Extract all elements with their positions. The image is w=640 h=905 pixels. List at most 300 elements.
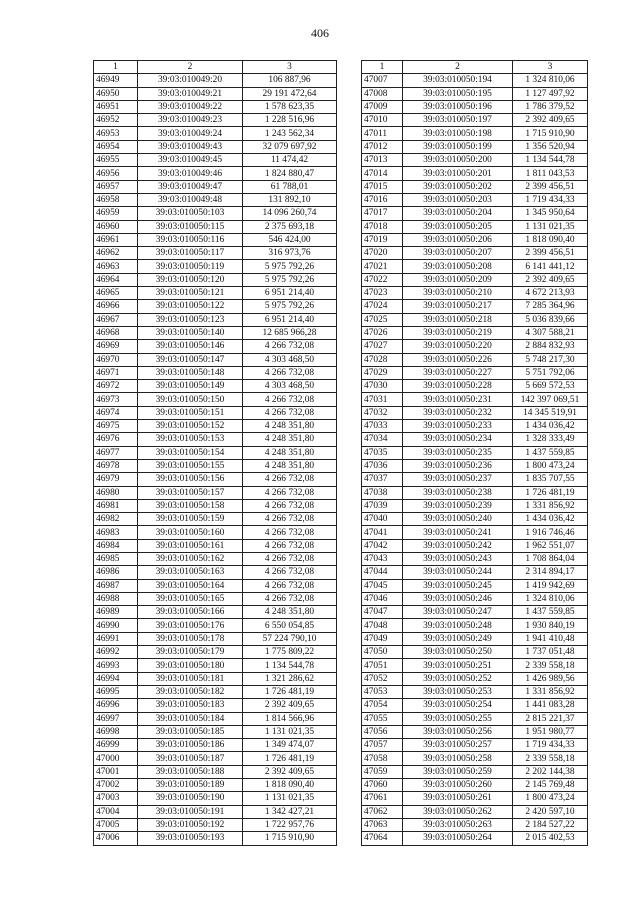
cadastral-number-cell: 39:03:010050:210 <box>403 287 513 300</box>
row-number-cell: 47047 <box>362 606 403 619</box>
cadastral-number-cell: 39:03:010050:163 <box>138 566 243 579</box>
row-number-cell: 46980 <box>94 486 138 499</box>
value-cell: 5 975 792,26 <box>243 260 337 273</box>
value-cell: 2 392 409,65 <box>513 114 588 127</box>
value-cell: 2 399 456,51 <box>513 247 588 260</box>
value-cell: 142 397 069,51 <box>513 393 588 406</box>
row-number-cell: 46985 <box>94 552 138 565</box>
value-cell: 4 266 732,08 <box>243 579 337 592</box>
cadastral-number-cell: 39:03:010050:153 <box>138 433 243 446</box>
cadastral-number-cell: 39:03:010050:179 <box>138 646 243 659</box>
table-row <box>94 499 337 512</box>
table-row <box>362 646 588 659</box>
column-header: 3 <box>513 61 588 74</box>
right-table-body <box>362 61 588 846</box>
row-number-cell: 46969 <box>94 340 138 353</box>
table-row <box>94 313 337 326</box>
cadastral-number-cell: 39:03:010050:203 <box>403 193 513 206</box>
table-row <box>362 486 588 499</box>
table-row <box>94 74 337 87</box>
value-cell: 6 141 441,12 <box>513 260 588 273</box>
cadastral-number-cell: 39:03:010050:250 <box>403 646 513 659</box>
cadastral-number-cell: 39:03:010050:103 <box>138 207 243 220</box>
row-number-cell: 47041 <box>362 526 403 539</box>
row-number-cell: 47052 <box>362 672 403 685</box>
value-cell: 1 426 989,56 <box>513 672 588 685</box>
row-number-cell: 47013 <box>362 154 403 167</box>
table-row <box>362 313 588 326</box>
row-number-cell: 46967 <box>94 313 138 326</box>
row-number-cell: 46989 <box>94 606 138 619</box>
row-number-cell: 46972 <box>94 380 138 393</box>
value-cell: 4 266 732,08 <box>243 513 337 526</box>
value-cell: 1 824 880,47 <box>243 167 337 180</box>
value-cell: 1 726 481,19 <box>243 685 337 698</box>
value-cell: 11 474,42 <box>243 154 337 167</box>
cadastral-number-cell: 39:03:010050:228 <box>403 380 513 393</box>
table-row <box>94 193 337 206</box>
row-number-cell: 46993 <box>94 659 138 672</box>
row-number-cell: 47051 <box>362 659 403 672</box>
header-row <box>94 61 337 74</box>
table-row <box>362 220 588 233</box>
value-cell: 1 321 286,62 <box>243 672 337 685</box>
row-number-cell: 47064 <box>362 832 403 845</box>
table-row <box>94 393 337 406</box>
cadastral-number-cell: 39:03:010050:218 <box>403 313 513 326</box>
cadastral-number-cell: 39:03:010050:219 <box>403 326 513 339</box>
table-row <box>94 326 337 339</box>
value-cell: 4 266 732,08 <box>243 499 337 512</box>
value-cell: 29 191 472,64 <box>243 87 337 100</box>
table-row <box>362 566 588 579</box>
value-cell: 1 800 473,24 <box>513 792 588 805</box>
value-cell: 1 951 980,77 <box>513 725 588 738</box>
table-row <box>94 632 337 645</box>
cadastral-number-cell: 39:03:010050:147 <box>138 353 243 366</box>
table-row <box>94 818 337 831</box>
cadastral-number-cell: 39:03:010050:185 <box>138 725 243 738</box>
table-row <box>94 140 337 153</box>
table-row <box>362 526 588 539</box>
row-number-cell: 47044 <box>362 566 403 579</box>
value-cell: 5 669 572,53 <box>513 380 588 393</box>
cadastral-number-cell: 39:03:010050:245 <box>403 579 513 592</box>
table-row <box>94 340 337 353</box>
value-cell: 4 266 732,08 <box>243 340 337 353</box>
value-cell: 2 015 402,53 <box>513 832 588 845</box>
row-number-cell: 47003 <box>94 792 138 805</box>
value-cell: 1 419 942,69 <box>513 579 588 592</box>
row-number-cell: 47005 <box>94 818 138 831</box>
cadastral-number-cell: 39:03:010050:123 <box>138 313 243 326</box>
value-cell: 1 715 910,90 <box>513 127 588 140</box>
cadastral-number-cell: 39:03:010050:259 <box>403 765 513 778</box>
cadastral-number-cell: 39:03:010050:192 <box>138 818 243 831</box>
table-row <box>94 646 337 659</box>
row-number-cell: 47046 <box>362 592 403 605</box>
value-cell: 1 930 840,19 <box>513 619 588 632</box>
value-cell: 2 375 693,18 <box>243 220 337 233</box>
row-number-cell: 47027 <box>362 340 403 353</box>
table-row <box>94 606 337 619</box>
row-number-cell: 46957 <box>94 180 138 193</box>
value-cell: 5 975 792,26 <box>243 273 337 286</box>
value-cell: 2 420 597,10 <box>513 805 588 818</box>
cadastral-number-cell: 39:03:010050:246 <box>403 592 513 605</box>
row-number-cell: 47004 <box>94 805 138 818</box>
value-cell: 1 916 746,46 <box>513 526 588 539</box>
cadastral-number-cell: 39:03:010050:205 <box>403 220 513 233</box>
table-row <box>362 154 588 167</box>
row-number-cell: 46982 <box>94 513 138 526</box>
value-cell: 4 303 468,50 <box>243 353 337 366</box>
table-row <box>94 526 337 539</box>
table-row <box>94 659 337 672</box>
row-number-cell: 47039 <box>362 499 403 512</box>
value-cell: 4 248 351,80 <box>243 606 337 619</box>
table-row <box>94 100 337 113</box>
value-cell: 1 134 544,78 <box>513 154 588 167</box>
cadastral-number-cell: 39:03:010050:243 <box>403 552 513 565</box>
row-number-cell: 46953 <box>94 127 138 140</box>
cadastral-number-cell: 39:03:010050:231 <box>403 393 513 406</box>
value-cell: 2 399 456,51 <box>513 180 588 193</box>
row-number-cell: 46990 <box>94 619 138 632</box>
column-header: 1 <box>94 61 138 74</box>
value-cell: 4 248 351,80 <box>243 420 337 433</box>
table-row <box>94 114 337 127</box>
value-cell: 6 550 054,85 <box>243 619 337 632</box>
cadastral-number-cell: 39:03:010050:183 <box>138 699 243 712</box>
cadastral-number-cell: 39:03:010050:165 <box>138 592 243 605</box>
value-cell: 5 975 792,26 <box>243 300 337 313</box>
cadastral-number-cell: 39:03:010050:184 <box>138 712 243 725</box>
cadastral-number-cell: 39:03:010050:199 <box>403 140 513 153</box>
table-row <box>94 712 337 725</box>
row-number-cell: 47019 <box>362 233 403 246</box>
table-row <box>94 672 337 685</box>
value-cell: 7 285 364,96 <box>513 300 588 313</box>
value-cell: 1 437 559,85 <box>513 606 588 619</box>
table-row <box>362 366 588 379</box>
cadastral-number-cell: 39:03:010050:233 <box>403 420 513 433</box>
cadastral-number-cell: 39:03:010050:202 <box>403 180 513 193</box>
row-number-cell: 47060 <box>362 779 403 792</box>
cadastral-number-cell: 39:03:010050:178 <box>138 632 243 645</box>
table-row <box>362 140 588 153</box>
value-cell: 2 202 144,38 <box>513 765 588 778</box>
table-row <box>94 832 337 845</box>
table-row <box>362 765 588 778</box>
value-cell: 4 672 213,93 <box>513 287 588 300</box>
value-cell: 1 814 566,96 <box>243 712 337 725</box>
value-cell: 4 248 351,80 <box>243 459 337 472</box>
table-row <box>94 752 337 765</box>
row-number-cell: 46963 <box>94 260 138 273</box>
value-cell: 4 266 732,08 <box>243 592 337 605</box>
cadastral-number-cell: 39:03:010050:161 <box>138 539 243 552</box>
value-cell: 4 266 732,08 <box>243 366 337 379</box>
cadastral-number-cell: 39:03:010050:236 <box>403 459 513 472</box>
row-number-cell: 46965 <box>94 287 138 300</box>
table-row <box>94 260 337 273</box>
table-row <box>94 247 337 260</box>
cadastral-number-cell: 39:03:010049:47 <box>138 180 243 193</box>
value-cell: 4 266 732,08 <box>243 486 337 499</box>
cadastral-number-cell: 39:03:010050:198 <box>403 127 513 140</box>
cadastral-number-cell: 39:03:010050:239 <box>403 499 513 512</box>
table-row <box>94 273 337 286</box>
value-cell: 6 951 214,40 <box>243 287 337 300</box>
table-row <box>94 154 337 167</box>
value-cell: 2 314 894,17 <box>513 566 588 579</box>
row-number-cell: 46971 <box>94 366 138 379</box>
cadastral-number-cell: 39:03:010050:235 <box>403 446 513 459</box>
cadastral-number-cell: 39:03:010050:154 <box>138 446 243 459</box>
row-number-cell: 46983 <box>94 526 138 539</box>
cadastral-number-cell: 39:03:010050:248 <box>403 619 513 632</box>
table-row <box>94 353 337 366</box>
value-cell: 2 392 409,65 <box>513 273 588 286</box>
table-row <box>362 127 588 140</box>
cadastral-number-cell: 39:03:010050:257 <box>403 739 513 752</box>
cadastral-number-cell: 39:03:010049:46 <box>138 167 243 180</box>
cadastral-number-cell: 39:03:010050:117 <box>138 247 243 260</box>
row-number-cell: 46984 <box>94 539 138 552</box>
table-row <box>362 420 588 433</box>
row-number-cell: 47040 <box>362 513 403 526</box>
column-header: 1 <box>362 61 403 74</box>
value-cell: 1 356 520,94 <box>513 140 588 153</box>
row-number-cell: 46962 <box>94 247 138 260</box>
table-row <box>362 779 588 792</box>
row-number-cell: 46958 <box>94 193 138 206</box>
table-row <box>362 659 588 672</box>
table-row <box>94 220 337 233</box>
cadastral-number-cell: 39:03:010050:193 <box>138 832 243 845</box>
cadastral-number-cell: 39:03:010049:20 <box>138 74 243 87</box>
value-cell: 1 737 051,48 <box>513 646 588 659</box>
value-cell: 1 719 434,33 <box>513 193 588 206</box>
table-row <box>94 380 337 393</box>
cadastral-number-cell: 39:03:010050:181 <box>138 672 243 685</box>
cadastral-number-cell: 39:03:010050:151 <box>138 406 243 419</box>
cadastral-number-cell: 39:03:010049:22 <box>138 100 243 113</box>
cadastral-number-cell: 39:03:010050:182 <box>138 685 243 698</box>
row-number-cell: 46949 <box>94 74 138 87</box>
table-row <box>94 685 337 698</box>
cadastral-number-cell: 39:03:010050:206 <box>403 233 513 246</box>
value-cell: 1 434 036,42 <box>513 420 588 433</box>
table-row <box>94 167 337 180</box>
value-cell: 1 345 950,64 <box>513 207 588 220</box>
row-number-cell: 46979 <box>94 473 138 486</box>
cadastral-number-cell: 39:03:010050:180 <box>138 659 243 672</box>
row-number-cell: 47016 <box>362 193 403 206</box>
cadastral-number-cell: 39:03:010049:48 <box>138 193 243 206</box>
row-number-cell: 47043 <box>362 552 403 565</box>
table-row <box>94 539 337 552</box>
table-row <box>362 380 588 393</box>
row-number-cell: 46952 <box>94 114 138 127</box>
table-row <box>362 459 588 472</box>
table-row <box>362 818 588 831</box>
row-number-cell: 47050 <box>362 646 403 659</box>
row-number-cell: 46987 <box>94 579 138 592</box>
table-row <box>94 619 337 632</box>
table-row <box>362 805 588 818</box>
cadastral-number-cell: 39:03:010050:264 <box>403 832 513 845</box>
value-cell: 4 266 732,08 <box>243 539 337 552</box>
cadastral-number-cell: 39:03:010050:146 <box>138 340 243 353</box>
row-number-cell: 47062 <box>362 805 403 818</box>
cadastral-number-cell: 39:03:010050:255 <box>403 712 513 725</box>
cadastral-number-cell: 39:03:010050:152 <box>138 420 243 433</box>
row-number-cell: 47014 <box>362 167 403 180</box>
row-number-cell: 46959 <box>94 207 138 220</box>
row-number-cell: 46981 <box>94 499 138 512</box>
value-cell: 1 722 957,76 <box>243 818 337 831</box>
value-cell: 1 715 910,90 <box>243 832 337 845</box>
row-number-cell: 46995 <box>94 685 138 698</box>
table-row <box>94 566 337 579</box>
table-row <box>94 459 337 472</box>
cadastral-number-cell: 39:03:010050:261 <box>403 792 513 805</box>
row-number-cell: 47012 <box>362 140 403 153</box>
row-number-cell: 47010 <box>362 114 403 127</box>
table-row <box>362 393 588 406</box>
value-cell: 4 266 732,08 <box>243 473 337 486</box>
cadastral-number-cell: 39:03:010050:140 <box>138 326 243 339</box>
table-row <box>362 539 588 552</box>
cadastral-number-cell: 39:03:010050:191 <box>138 805 243 818</box>
cadastral-number-cell: 39:03:010050:209 <box>403 273 513 286</box>
row-number-cell: 47001 <box>94 765 138 778</box>
cadastral-number-cell: 39:03:010050:195 <box>403 87 513 100</box>
row-number-cell: 47009 <box>362 100 403 113</box>
row-number-cell: 47053 <box>362 685 403 698</box>
cadastral-number-cell: 39:03:010049:45 <box>138 154 243 167</box>
table-row <box>94 300 337 313</box>
value-cell: 1 775 809,22 <box>243 646 337 659</box>
cadastral-number-cell: 39:03:010050:263 <box>403 818 513 831</box>
cadastral-number-cell: 39:03:010050:190 <box>138 792 243 805</box>
table-row <box>362 287 588 300</box>
table-row <box>362 672 588 685</box>
value-cell: 1 349 474,07 <box>243 739 337 752</box>
value-cell: 2 339 558,18 <box>513 752 588 765</box>
value-cell: 1 726 481,19 <box>243 752 337 765</box>
table-row <box>362 699 588 712</box>
row-number-cell: 47031 <box>362 393 403 406</box>
cadastral-number-cell: 39:03:010050:247 <box>403 606 513 619</box>
table-row <box>94 765 337 778</box>
row-number-cell: 47037 <box>362 473 403 486</box>
cadastral-number-cell: 39:03:010050:220 <box>403 340 513 353</box>
row-number-cell: 46976 <box>94 433 138 446</box>
row-number-cell: 47032 <box>362 406 403 419</box>
cadastral-number-cell: 39:03:010050:148 <box>138 366 243 379</box>
value-cell: 61 788,01 <box>243 180 337 193</box>
column-header: 2 <box>138 61 243 74</box>
value-cell: 4 307 588,21 <box>513 326 588 339</box>
row-number-cell: 47057 <box>362 739 403 752</box>
row-number-cell: 47021 <box>362 260 403 273</box>
value-cell: 2 145 769,48 <box>513 779 588 792</box>
cadastral-number-cell: 39:03:010049:21 <box>138 87 243 100</box>
table-row <box>94 805 337 818</box>
table-row <box>94 366 337 379</box>
cadastral-number-cell: 39:03:010050:164 <box>138 579 243 592</box>
cadastral-number-cell: 39:03:010050:186 <box>138 739 243 752</box>
cadastral-number-cell: 39:03:010050:238 <box>403 486 513 499</box>
table-row <box>362 433 588 446</box>
table-row <box>362 406 588 419</box>
value-cell: 5 748 217,30 <box>513 353 588 366</box>
cadastral-number-cell: 39:03:010050:176 <box>138 619 243 632</box>
row-number-cell: 47006 <box>94 832 138 845</box>
row-number-cell: 47028 <box>362 353 403 366</box>
table-row <box>362 100 588 113</box>
value-cell: 1 127 497,92 <box>513 87 588 100</box>
right-register-table <box>361 60 588 846</box>
row-number-cell: 46986 <box>94 566 138 579</box>
value-cell: 2 392 409,65 <box>243 699 337 712</box>
value-cell: 1 441 083,28 <box>513 699 588 712</box>
row-number-cell: 47002 <box>94 779 138 792</box>
row-number-cell: 46970 <box>94 353 138 366</box>
cadastral-number-cell: 39:03:010050:240 <box>403 513 513 526</box>
table-row <box>362 273 588 286</box>
row-number-cell: 47042 <box>362 539 403 552</box>
row-number-cell: 47034 <box>362 433 403 446</box>
cadastral-number-cell: 39:03:010050:122 <box>138 300 243 313</box>
row-number-cell: 46964 <box>94 273 138 286</box>
row-number-cell: 46950 <box>94 87 138 100</box>
value-cell: 1 342 427,21 <box>243 805 337 818</box>
table-row <box>362 326 588 339</box>
row-number-cell: 47058 <box>362 752 403 765</box>
cadastral-number-cell: 39:03:010050:227 <box>403 366 513 379</box>
value-cell: 2 392 409,65 <box>243 765 337 778</box>
value-cell: 1 708 864,04 <box>513 552 588 565</box>
table-row <box>362 180 588 193</box>
value-cell: 316 973,76 <box>243 247 337 260</box>
value-cell: 4 266 732,08 <box>243 552 337 565</box>
cadastral-number-cell: 39:03:010050:166 <box>138 606 243 619</box>
value-cell: 4 266 732,08 <box>243 406 337 419</box>
cadastral-number-cell: 39:03:010050:226 <box>403 353 513 366</box>
row-number-cell: 46961 <box>94 233 138 246</box>
cadastral-number-cell: 39:03:010049:43 <box>138 140 243 153</box>
row-number-cell: 47048 <box>362 619 403 632</box>
table-row <box>362 739 588 752</box>
cadastral-number-cell: 39:03:010050:197 <box>403 114 513 127</box>
table-row <box>94 779 337 792</box>
row-number-cell: 47026 <box>362 326 403 339</box>
page-number: 406 <box>311 26 329 40</box>
row-number-cell: 46999 <box>94 739 138 752</box>
cadastral-number-cell: 39:03:010050:201 <box>403 167 513 180</box>
header-row <box>362 61 588 74</box>
table-row <box>362 685 588 698</box>
table-row <box>94 792 337 805</box>
table-row <box>362 513 588 526</box>
cadastral-number-cell: 39:03:010050:188 <box>138 765 243 778</box>
row-number-cell: 46998 <box>94 725 138 738</box>
row-number-cell: 46977 <box>94 446 138 459</box>
